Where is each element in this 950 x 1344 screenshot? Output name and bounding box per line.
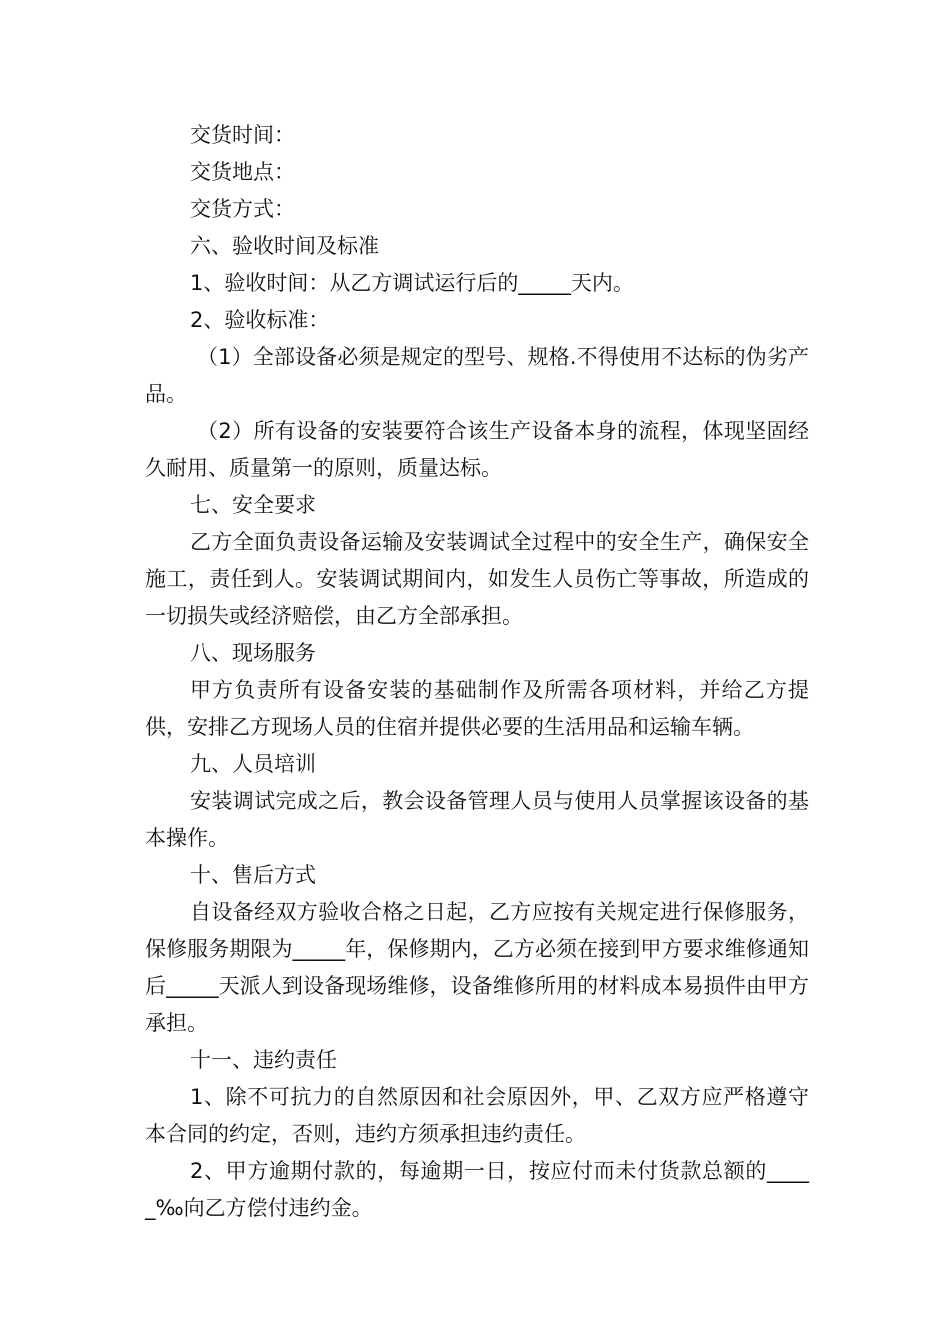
acceptance-time-clause: 1、验收时间：从乙方调试运行后的_____天内。 [190, 271, 634, 295]
onsite-service-clause: 甲方负责所有设备安装的基础制作及所需各项材料，并给乙方提供，安排乙方现场人员的住宿并提供必要的生活用品和运输车辆。 [145, 678, 809, 739]
safety-clause: 乙方全面负责设备运输及安装调试全过程中的安全生产，确保安全施工，责任到人。安装调试期间内，如发生人员伤亡等事故，所造成的一切损失或经济赔偿，由乙方全部承担。 [145, 530, 809, 628]
training-clause: 安装调试完成之后，教会设备管理人员与使用人员掌握该设备的基本操作。 [145, 789, 809, 850]
section-heading-safety: 七、安全要求 [190, 493, 316, 517]
delivery-place-line: 交货地点： [190, 160, 295, 184]
acceptance-standard-item-1: （1）全部设备必须是规定的型号、规格.不得使用不达标的伪劣产品。 [145, 345, 809, 406]
after-sales-clause: 自设备经双方验收合格之日起，乙方应按有关规定进行保修服务，保修服务期限为_____年，保修期内，乙方必须在接到甲方要求维修通知后_____天派人到设备现场维修，设备维修所用的材料成本易损件由甲方承担。 [145, 900, 809, 1035]
acceptance-standard-item-2: （2）所有设备的安装要符合该生产设备本身的流程，体现坚固经久耐用、质量第一的原则，质量达标。 [145, 419, 809, 480]
section-heading-training: 九、人员培训 [190, 752, 316, 776]
section-heading-liability: 十一、违约责任 [190, 1048, 337, 1072]
liability-clause-1: 1、除不可抗力的自然原因和社会原因外，甲、乙双方应严格遵守本合同的约定，否则，违约方须承担违约责任。 [145, 1085, 809, 1146]
liability-clause-2: 2、甲方逾期付款的，每逾期一日，按应付而未付货款总额的_____‰向乙方偿付违约金。 [145, 1159, 809, 1220]
section-heading-after-sales: 十、售后方式 [190, 863, 316, 887]
delivery-method-line: 交货方式： [190, 197, 295, 221]
document-body [145, 117, 809, 1227]
section-heading-onsite-service: 八、现场服务 [190, 641, 316, 665]
section-heading-acceptance: 六、验收时间及标准 [190, 234, 379, 258]
acceptance-standard-clause: 2、验收标准： [190, 308, 330, 332]
delivery-time-line: 交货时间： [190, 123, 295, 147]
